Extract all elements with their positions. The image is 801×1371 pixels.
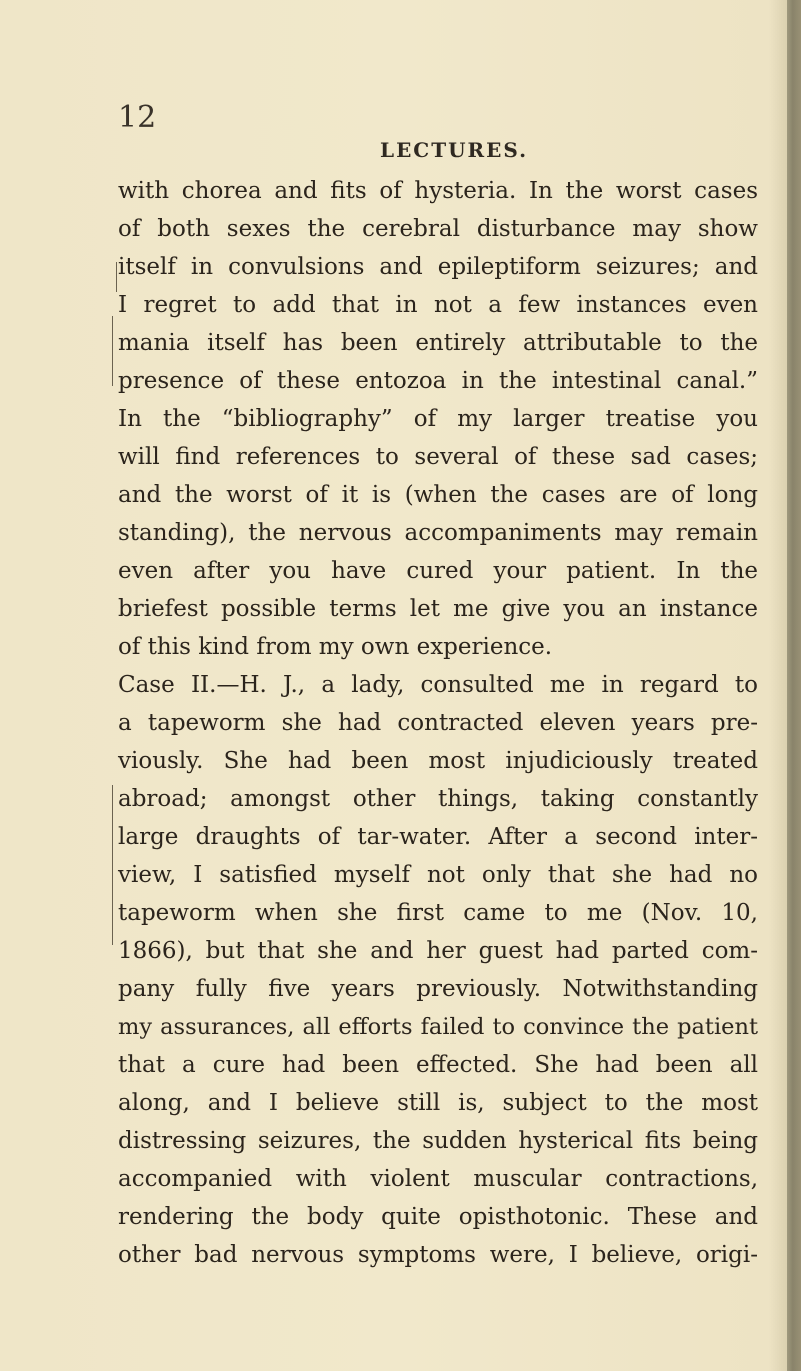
text-line: will find references to several of these sad cases; — [118, 444, 758, 470]
margin-pencil-mark — [112, 785, 113, 945]
text-line: other bad nervous symptoms were, I believe, origi- — [118, 1242, 758, 1268]
text-line: tapeworm when she first came to me (Nov. 10, — [118, 900, 758, 926]
text-line: my assurances, all efforts failed to convince the patient — [118, 1014, 758, 1040]
text-line: briefest possible terms let me give you an instance — [118, 596, 758, 622]
text-line: with chorea and fits of hysteria. In the worst cases — [118, 178, 758, 204]
text-line: view, I satisfied myself not only that she had no — [118, 862, 758, 888]
text-line: of both sexes the cerebral disturbance may show — [118, 216, 758, 242]
text-line: and the worst of it is (when the cases are of long — [118, 482, 758, 508]
text-line: 1866), but that she and her guest had parted com- — [118, 938, 758, 964]
text-line: accompanied with violent muscular contractions, — [118, 1166, 758, 1192]
text-line: presence of these entozoa in the intestinal canal.” — [118, 368, 758, 394]
text-line: abroad; amongst other things, taking constantly — [118, 786, 758, 812]
text-line: even after you have cured your patient. In the — [118, 558, 758, 584]
text-line: that a cure had been effected. She had been all — [118, 1052, 758, 1078]
text-line: In the “bibliography” of my larger treatise you — [118, 406, 758, 432]
body-text — [118, 172, 758, 1274]
text-line: pany fully five years previously. Notwithstanding — [118, 976, 758, 1002]
margin-pencil-mark — [116, 262, 117, 292]
text-line: Case II.—H. J., a lady, consulted me in regard to — [118, 672, 758, 698]
running-head: LECTURES. — [380, 138, 529, 162]
text-line: viously. She had been most injudiciously treated — [118, 748, 758, 774]
page-binding-edge — [787, 0, 801, 1371]
text-line: a tapeworm she had contracted eleven years pre- — [118, 710, 758, 736]
page-number: 12 — [118, 100, 157, 135]
text-line: mania itself has been entirely attributable to the — [118, 330, 758, 356]
text-line: of this kind from my own experience. — [118, 634, 553, 660]
text-line: standing), the nervous accompaniments may remain — [118, 520, 758, 546]
text-line: distressing seizures, the sudden hysterical fits being — [118, 1128, 758, 1154]
text-line: itself in convulsions and epileptiform seizures; and — [118, 254, 758, 280]
text-line: I regret to add that in not a few instances even — [118, 292, 758, 318]
margin-pencil-mark — [112, 316, 113, 386]
text-line: rendering the body quite opisthotonic. These and — [118, 1204, 758, 1230]
text-line: large draughts of tar-water. After a second inter- — [118, 824, 758, 850]
text-line: along, and I believe still is, subject to the most — [118, 1090, 758, 1116]
